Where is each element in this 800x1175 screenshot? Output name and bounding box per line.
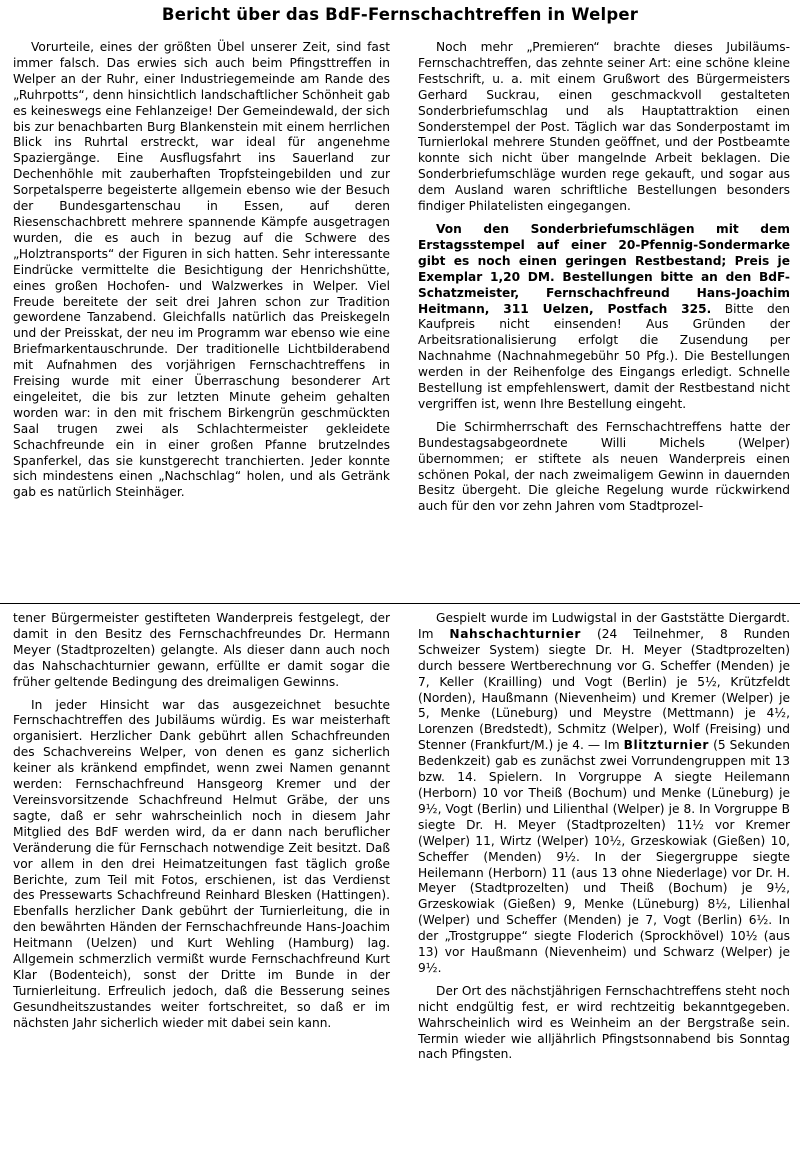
- blitzturnier-term: Blitzturnier: [623, 738, 710, 753]
- order-notice-text: Bitte den Kaufpreis nicht einsenden! Aus Gründen der Arbeitsrationalisierung erfolgt die Zusendung per Nachnahme (Nachnahmegebühr 50 Pfg.). Die Bestellungen werden in der Reihenfolge des Eingangs erledigt. Schnelle Bestellung ist empfehlenswert, damit der Restbestand nicht vergriffen ist, wenn Ihre Bestellung eingeht.: [418, 301, 790, 411]
- text-run: (5 Sekunden Bedenkzeit) gab es zunächst zwei Vorrundengruppen mit 13 bzw. 14. Spielern. In Vorgruppe A siegte Heilemann (Herborn) 10 vor Theiß (Bochum) und Menke (Lüneburg) je 9½, Vogt (Berlin) und Lilienthal (Welper) je 8. In Vorgruppe B siegte Dr. H. Meyer (Stadtprozelten) 11½ vor Kremer (Welper) 11, Wirtz (Welper) 10½, Grzeskowiak (Gießen) 10, Scheffer (Menden) 9½. In der Siegergruppe siegte Heilemann (Herborn) 11 (aus 13 ohne Niederlage) vor Dr. H. Meyer (Stadtprozelten) und Theiß (Bochum) je 9½, Grzeskowiak (Gießen) 9, Menke (Lüneburg) 8½, Lilienhal (Welper) und Scheffer (Menden) je 7, Vogt (Berlin) 6½. In der „Trostgruppe“ siegte Floderich (Sprockhövel) 10½ (aus 13) vor Haußmann (Nievenheim) und Schwarz (Welper) je 9½.: [418, 738, 790, 975]
- paragraph: In jeder Hinsicht war das ausgezeichnet besuchte Fernschachtreffen des Jubiläums würdig. Es war meisterhaft organisiert. Herzlicher Dank gebührt allen Schachfreunden des Schachvereins Welper, von denen es ganz sicherlich keiner als kränkend empfindet, wenn zwei Namen genannt werden: Fernschachfreund Hansgeorg Kremer und der Vereinsvorsitzende Schachfreund Helmut Gräbe, der uns sagte, daß er sehr wahrscheinlich noch in diesem Jahr Mitglied des BdF werden wird, da er dann nach beruflicher Veränderung die für Fernschach notwendige Zeit besitzt. Daß vor allem in den drei Heimatzeitungen fast täglich große Berichte, zum Teil mit Fotos, erschienen, ist das Verdienst des Pressewarts Schachfreund Reinhard Blesken (Hattingen). Ebenfalls herzlicher Dank gebührt der Turnierleitung, die in den bewährten Händen der Fernschachfreunde Hans-Joachim Heitmann (Uelzen) und Kurt Wehling (Hamburg) lag. Allgemein schmerzlich vermißt wurde Fernschachfreund Kurt Klar (Bodenteich), sonst der Dritte im Bunde in der Turnierleitung. Erfreulich jedoch, daß die Besserung seines Gesundheitszustandes weiter fortschreitet, so daß er im nächsten Jahr sicherlich wieder mit dabei sein kann.: [13, 697, 390, 1030]
- paragraph: [418, 222, 790, 413]
- paragraph: Die Schirmherrschaft des Fernschachtreffens hatte der Bundestagsabgeordnete Willi Michels (Welper) übernommen; er stiftete als neuen Wanderpreis einen schönen Pokal, der nach zweimaligem Gewinn in dauernden Besitz übergeht. Die gleiche Regelung wurde rückwirkend auch für den vor zehn Jahren vom Stadtprozel-: [418, 419, 790, 514]
- paragraph: Der Ort des nächstjährigen Fernschachtreffens steht noch nicht endgültig fest, er wird rechtzeitig bekanntgegeben. Wahrscheinlich wird es Weinheim an der Bergstraße sein. Termin wieder wie alljährlich Pfingstsonnabend bis Sonntag nach Pfingsten.: [418, 983, 790, 1062]
- paragraph: [418, 611, 790, 977]
- nahschachturnier-term: Nahschachturnier: [449, 626, 582, 641]
- column-bottom-left: [13, 611, 390, 1032]
- text-run: (24 Teilnehmer, 8 Runden Schweizer System) siegte Dr. H. Meyer (Stadtprozelten) durch bessere Wertberechnung vor G. Scheffer (Menden) je 7, Keller (Krailling) und Vogt (Berlin) je 5½, Krützfeldt (Norden), Haußmann (Nievenheim) und Kremer (Welper) je 5, Menke (Lüneburg) und Meystre (Mettmann) je 4½, Lorenzen (Bredstedt), Schmitz (Welper), Wolf (Freising) und Stenner (Frankfurt/M.) je 4. — Im: [418, 626, 791, 753]
- text-run: Gespielt wurde im Ludwigstal in der Gaststätte Diergardt. Im: [418, 611, 790, 641]
- paragraph: Vorurteile, eines der größten Übel unserer Zeit, sind fast immer falsch. Das erwies sich auch beim Pfingsttreffen in Welper an der Ruhr, einer Industriegemeinde am Rande des „Ruhrpotts“, denn hinsichtlich landschaftlicher Schönheit gab es keineswegs eine Fehlanzeige! Der Gemeindewald, der sich bis zur benachbarten Burg Blankenstein mit einem herrlichen Blick ins Ruhrtal erstreckt, war ideal für angenehme Spaziergänge. Eine Ausflugsfahrt ins Sauerland zur Dechenhöhle mit zauberhaften Tropfsteingebilden und zur Sorpetalsperre begeisterte allgemein ebenso wie der Besuch der Bundesgartenschau in Essen, auf deren Riesenschachbrett mehrere spannende Kämpfe ausgetragen wurden, die es auch in bezug auf die Schwere des „Holztransports“ der Figuren in sich hatten. Sehr interessante Eindrücke vermittelte die Besichtigung der Henrichshütte, eines großen Hochofen- und Walzwerkes in Welper. Viel Freude bereitete der seit drei Jahren schon zur Tradition gewordene Tanzabend. Gleichfalls natürlich das Preiskegeln und der Preisskat, der neu im Programm war ebenso wie eine Briefmarkentauschrunde. Der traditionelle Lichtbilderabend mit Aufnahmen des vorjährigen Fernschachtreffens in Freising wurde mit einer Überraschung besonderer Art eingeleitet, die bis zur letzten Minute geheim gehalten worden war: in den mit frischem Birkengrün geschmückten Saal trugen zwei als Schlachtermeister gekleidete Schachfreunde ein in einer großen Pfanne brutzelndes Spanferkel, das sie kunstgerecht tranchierten. Jeder konnte sich mindestens einen „Nachschlag“ holen, und als Getränk gab es natürlich Steinhäger.: [13, 40, 390, 500]
- order-notice-bold: Von den Sonderbriefumschlägen mit dem Erstagsstempel auf einer 20-Pfennig-Sondermarke gibt es noch einen geringen Restbestand; Preis je Exemplar 1,20 DM. Bestellungen bitte an den BdF-Schatzmeister, Fernschachfreund Hans-Joachim Heitmann, 311 Uelzen, Postfach 325.: [418, 221, 790, 316]
- article-title: Bericht über das BdF-Fernschachtreffen in Welper: [161, 5, 639, 24]
- horizontal-divider: [0, 603, 800, 604]
- column-bottom-right: [418, 611, 790, 1063]
- paragraph: Noch mehr „Premieren“ brachte dieses Jubiläums-Fernschachtreffen, das zehnte seiner Art: eine schöne kleine Festschrift, u. a. mit einem Grußwort des Bürgermeisters Gerhard Suckrau, einen geschmackvoll gestalteten Sonderbriefumschlag und als Hauptattraktion einen Sonderstempel der Post. Täglich war das Sonderpostamt im Turnierlokal mehrere Stunden geöffnet, und der Postbeamte konnte sich nicht über mangelnde Arbeit beklagen. Die Sonderbriefumschläge wurden rege gekauft, und sogar aus dem Ausland waren schriftliche Bestellungen besonders findiger Philatelisten eingegangen.: [418, 40, 790, 214]
- paragraph: tener Bürgermeister gestifteten Wanderpreis festgelegt, der damit in den Besitz des Fernschachfreundes Dr. Hermann Meyer (Stadtprozelten) gelangte. Als dieser dann auch noch das Nahschachturnier gewann, erfüllte er damit sogar die früher geltende Bedingung des dreimaligen Gewinns.: [13, 611, 390, 689]
- column-top-right: [418, 40, 790, 515]
- column-top-left: [13, 40, 390, 501]
